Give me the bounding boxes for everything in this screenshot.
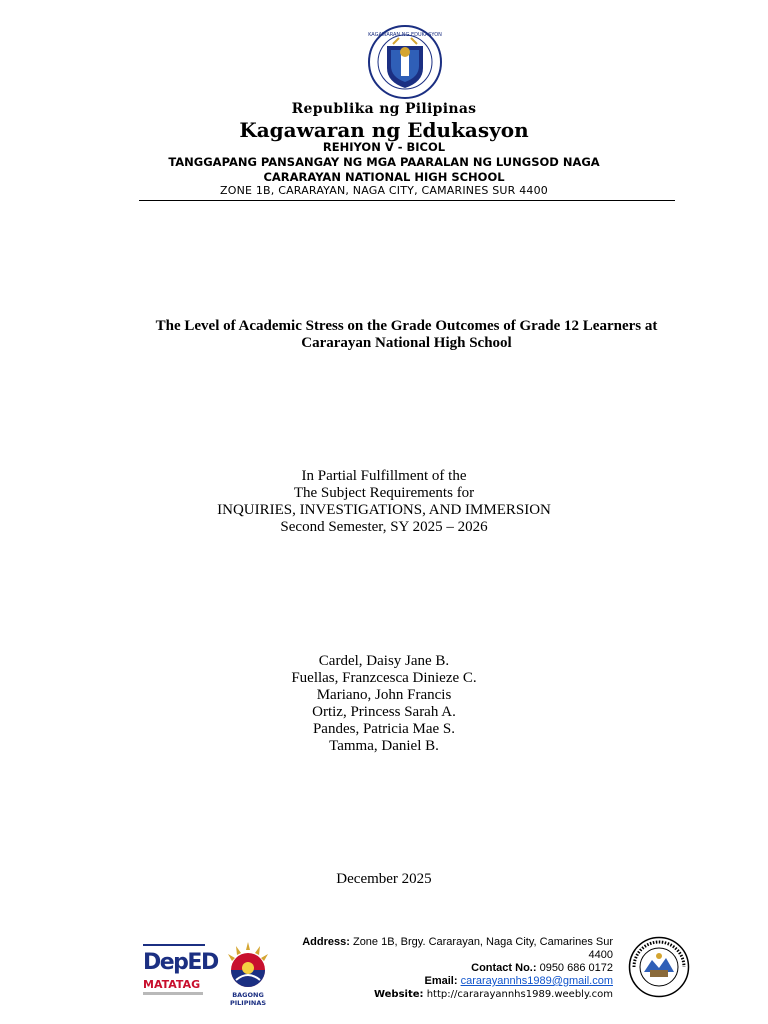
email-line [273, 975, 613, 988]
email-link[interactable]: cararayannhs1989@gmail.com [460, 975, 613, 987]
author-name: Tamma, Daniel B. [329, 738, 439, 754]
kagawaran-heading: Kagawaran ng Edukasyon [239, 118, 529, 142]
website-line [273, 988, 613, 1001]
author-name: Mariano, John Francis [316, 687, 452, 703]
bagong-pilipinas-emblem-icon [216, 940, 280, 990]
title-line-1: The Level of Academic Stress on the Grade Outcomes of Grade 12 Learners at [155, 318, 658, 334]
address-zip: 4400 [588, 949, 613, 961]
division-heading: TANGGAPANG PANSANGAY NG MGA PAARALAN NG LUNGSOD NAGA [168, 155, 600, 169]
matatag-logo-text: MATATAG [143, 978, 201, 991]
semester-line: Second Semester, SY 2025 – 2026 [280, 519, 488, 535]
address-line [273, 936, 613, 949]
author-name: Ortiz, Princess Sarah A. [312, 704, 456, 720]
contact-line [273, 962, 613, 975]
deped-logo-text: DepED [143, 950, 218, 975]
republika-heading: Republika ng Pilipinas [291, 101, 477, 117]
header-divider [139, 200, 675, 201]
authors-list [0, 653, 768, 755]
region-heading: REHIYON V - BICOL [322, 140, 446, 154]
email-label: Email: [424, 975, 458, 987]
deped-matatag-logo [141, 942, 218, 1000]
submission-date: December 2025 [336, 871, 432, 887]
contact-block [273, 936, 613, 1001]
website-link[interactable]: http://cararayannhs1989.weebly.com [426, 989, 613, 1000]
author-name: Cardel, Daisy Jane B. [318, 653, 450, 669]
contact-value: 0950 686 0172 [539, 962, 613, 974]
deped-seal-logo [367, 24, 443, 100]
address-label: Address: [302, 936, 350, 948]
fulfillment-line-1: In Partial Fulfillment of the [301, 468, 467, 484]
school-seal-logo [628, 936, 690, 998]
fulfillment-line-2: The Subject Requirements for [293, 485, 475, 501]
title-line-2: Cararayan National High School [301, 335, 512, 351]
address-value: Zone 1B, Brgy. Cararayan, Naga City, Camarines Sur [352, 936, 613, 948]
website-label: Website: [373, 989, 424, 1000]
svg-text:KAGAWARAN NG EDUKASYON: KAGAWARAN NG EDUKASYON [368, 32, 442, 38]
contact-label: Contact No.: [471, 962, 537, 974]
school-heading: CARARAYAN NATIONAL HIGH SCHOOL [263, 170, 505, 184]
bagong-pilipinas-text: BAGONG PILIPINAS [229, 991, 267, 1007]
author-name: Pandes, Patricia Mae S. [312, 721, 456, 737]
fulfillment-block [0, 468, 768, 536]
subject-name: INQUIRIES, INVESTIGATIONS, AND IMMERSION [217, 502, 551, 518]
bagong-pilipinas-logo [216, 940, 280, 1007]
school-address-heading: ZONE 1B, CARARAYAN, NAGA CITY, CAMARINES SUR 4400 [219, 184, 548, 197]
research-title [140, 318, 673, 352]
author-name: Fuellas, Franzcesca Dinieze C. [291, 670, 477, 686]
